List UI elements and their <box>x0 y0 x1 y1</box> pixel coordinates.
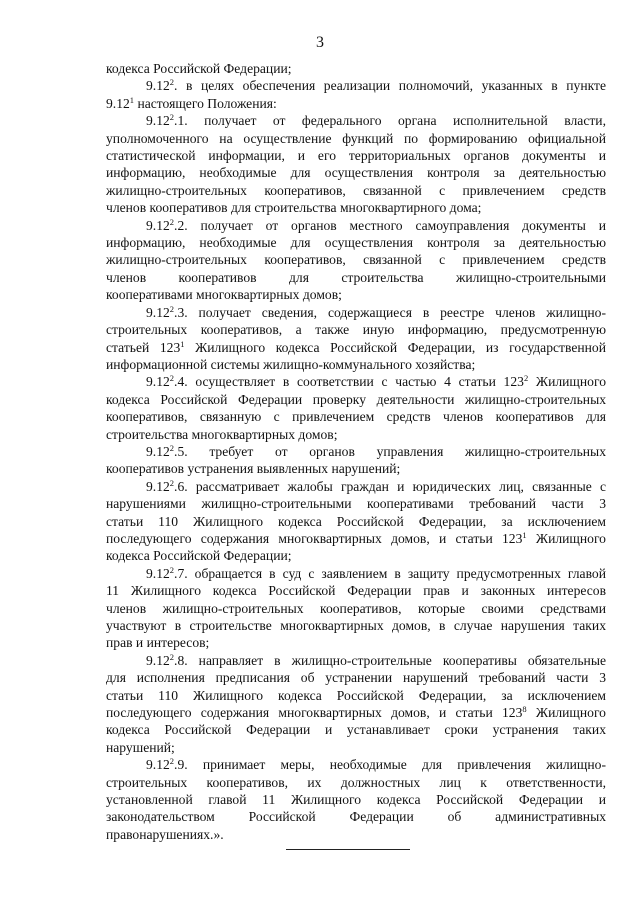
text-run: 9.12 <box>146 757 170 773</box>
text-run: членов жилищно-строительных кооперативов, которые своими средствами <box>106 600 606 616</box>
closing-rule <box>286 849 410 850</box>
text-run: прав и интересов; <box>106 635 210 651</box>
text-line <box>106 95 606 112</box>
text-run: .8. направляет в жилищно-строительные кооперативы обязательные <box>174 652 606 668</box>
superscript: 2 <box>169 564 175 575</box>
paragraph <box>106 443 606 478</box>
text-run: жилищно-строительных кооперативов, связанной с привлечением средств <box>106 182 606 198</box>
text-run: .4. осуществляет в соответствии с частью 4 статьи 123 <box>174 374 524 390</box>
text-run: кодекса Российской Федерации проверку деятельности жилищно-строительных <box>106 391 606 407</box>
text-line <box>106 634 606 651</box>
text-run: законодательством Российской Федерации об административных <box>106 809 606 825</box>
page-number: 3 <box>316 34 324 51</box>
superscript: 8 <box>522 704 527 715</box>
superscript: 1 <box>129 94 135 105</box>
text-run: статистической информации, и его территориальных органов документы и <box>106 148 606 164</box>
superscript: 2 <box>169 112 175 123</box>
text-line <box>106 269 606 286</box>
text-run: Жилищного <box>526 530 606 546</box>
text-line <box>106 721 606 738</box>
text-run: участвуют в строительстве многоквартирных домов, в случае нарушения таких <box>106 618 606 633</box>
text-run: 9.12 <box>146 304 170 320</box>
text-run: настоящего Положения: <box>134 95 277 111</box>
text-run: кооперативов устранения выявленных нарушений; <box>106 461 401 477</box>
paragraph <box>106 112 606 216</box>
text-run: членов кооперативов для строительства жилищно-строительными <box>106 269 606 285</box>
text-run: .2. получает от органов местного самоуправления документы и <box>174 217 606 233</box>
text-run: .9. принимает меры, необходимые для привлечения жилищно- <box>174 757 606 773</box>
text-run: 11 Жилищного кодекса Российской Федерации прав и законных интересов <box>106 583 606 599</box>
text-run: 9.12 <box>146 478 170 494</box>
text-line <box>106 460 606 477</box>
text-line <box>106 199 606 216</box>
text-line <box>106 304 606 321</box>
text-run: нарушений; <box>106 739 175 755</box>
text-run: информационной системы жилищно-коммунального хозяйства; <box>106 356 476 372</box>
text-line <box>106 582 606 599</box>
text-line <box>106 547 606 564</box>
text-line <box>106 321 606 338</box>
superscript: 2 <box>169 373 175 384</box>
text-line <box>106 217 606 234</box>
paragraph <box>106 60 606 77</box>
text-line <box>106 234 606 251</box>
text-run: Жилищного <box>528 374 606 390</box>
text-run: Жилищного <box>526 705 606 721</box>
text-run: информацию, необходимые для осуществления контроля за деятельностью <box>106 235 606 251</box>
text-line <box>106 478 606 495</box>
text-run: кодекса Российской Федерации; <box>106 61 292 76</box>
text-line <box>106 164 606 181</box>
paragraph <box>106 478 606 565</box>
superscript: 2 <box>523 373 529 384</box>
text-line <box>106 495 606 512</box>
text-run: 9.12 <box>146 217 170 233</box>
text-run: .5. требует от органов управления жилищно-строительных <box>174 443 606 459</box>
text-run: . в целях обеспечения реализации полномочий, указанных в пункте <box>174 78 606 94</box>
text-line <box>106 826 606 843</box>
text-line <box>106 669 606 686</box>
text-line <box>106 286 606 303</box>
text-run: кодекса Российской Федерации; <box>106 548 292 564</box>
text-run: информацию, необходимые для осуществления контроля за деятельностью <box>106 165 606 181</box>
text-line <box>106 565 606 582</box>
text-line <box>106 600 606 617</box>
paragraph <box>106 304 606 374</box>
text-line <box>106 704 606 721</box>
text-run: жилищно-строительных кооперативов, связанной с привлечением средств <box>106 252 606 268</box>
text-line <box>106 739 606 756</box>
text-run: 9.12 <box>146 652 170 668</box>
text-run: статьи 110 Жилищного кодекса Российской Федерации, за исключением <box>106 513 606 529</box>
text-line <box>106 147 606 164</box>
text-line <box>106 756 606 773</box>
text-line <box>106 652 606 669</box>
text-run: .7. обращается в суд с заявлением в защиту предусмотренных главой <box>174 565 606 581</box>
text-line <box>106 60 606 77</box>
paragraph <box>106 565 606 652</box>
text-line <box>106 356 606 373</box>
text-line <box>106 391 606 408</box>
superscript: 1 <box>522 529 527 540</box>
text-line <box>106 408 606 425</box>
paragraph <box>106 373 606 443</box>
text-run: строительства многоквартирных домов; <box>106 426 338 442</box>
text-run: строительных кооперативов, их должностных лиц к ответственности, <box>106 774 606 790</box>
text-run: нарушениями жилищно-строительными кооперативами требований части 3 <box>106 496 606 512</box>
text-run: строительных кооперативов, а также иную информацию, предусмотренную <box>106 322 606 338</box>
text-run: статьи 110 Жилищного кодекса Российской Федерации, за исключением <box>106 687 606 703</box>
text-run: 9.12 <box>146 565 170 581</box>
text-run: статьей 123 <box>106 339 181 355</box>
text-run: последующего содержания многоквартирных домов, и статьи 123 <box>106 530 523 546</box>
text-run: 9.12 <box>146 443 170 459</box>
text-run: кооперативами многоквартирных домов; <box>106 287 342 303</box>
text-run: .3. получает сведения, содержащиеся в реестре членов жилищно- <box>174 304 606 320</box>
text-line <box>106 339 606 356</box>
text-run: .6. рассматривает жалобы граждан и юридических лиц, связанные с <box>174 478 606 494</box>
superscript: 2 <box>169 756 175 767</box>
text-run: последующего содержания многоквартирных домов, и статьи 123 <box>106 705 523 721</box>
text-run: членов кооперативов для строительства многоквартирного дома; <box>106 200 482 216</box>
superscript: 2 <box>169 442 175 453</box>
superscript: 2 <box>169 477 175 488</box>
text-run: для исполнения предписания об устранении нарушений требований части 3 <box>106 670 606 686</box>
text-line <box>106 251 606 268</box>
text-run: .1. получает от федерального органа исполнительной власти, <box>174 113 606 129</box>
text-run: правонарушениях.». <box>106 826 224 842</box>
text-line <box>106 426 606 443</box>
superscript: 2 <box>169 77 175 88</box>
text-line <box>106 373 606 390</box>
text-run: уполномоченного на осуществление функций по формированию официальной <box>106 130 606 146</box>
text-line <box>106 617 606 634</box>
superscript: 2 <box>169 216 175 227</box>
superscript: 2 <box>169 303 175 314</box>
text-line <box>106 513 606 530</box>
paragraph <box>106 77 606 112</box>
paragraph <box>106 652 606 756</box>
text-run: 9.12 <box>146 78 170 94</box>
text-line <box>106 182 606 199</box>
text-line <box>106 443 606 460</box>
text-line <box>106 687 606 704</box>
text-line <box>106 774 606 791</box>
text-run: установленной главой 11 Жилищного кодекса Российской Федерации и <box>106 792 606 808</box>
text-run: 9.12 <box>146 374 170 390</box>
text-run: кодекса Российской Федерации и устанавливает сроки устранения таких <box>106 722 606 738</box>
document-body <box>106 60 606 843</box>
text-line <box>106 530 606 547</box>
text-run: 9.12 <box>106 95 130 111</box>
text-line <box>106 77 606 94</box>
text-run: 9.12 <box>146 113 170 129</box>
paragraph <box>106 217 606 304</box>
text-line <box>106 791 606 808</box>
text-run: Жилищного кодекса Российской Федерации, из государственной <box>184 339 606 355</box>
text-run: кооперативов, связанную с привлечением средств членов кооперативов для <box>106 409 606 425</box>
paragraph <box>106 756 606 843</box>
text-line <box>106 130 606 147</box>
superscript: 2 <box>169 651 175 662</box>
text-line <box>106 808 606 825</box>
superscript: 1 <box>180 338 185 349</box>
text-line <box>106 112 606 129</box>
